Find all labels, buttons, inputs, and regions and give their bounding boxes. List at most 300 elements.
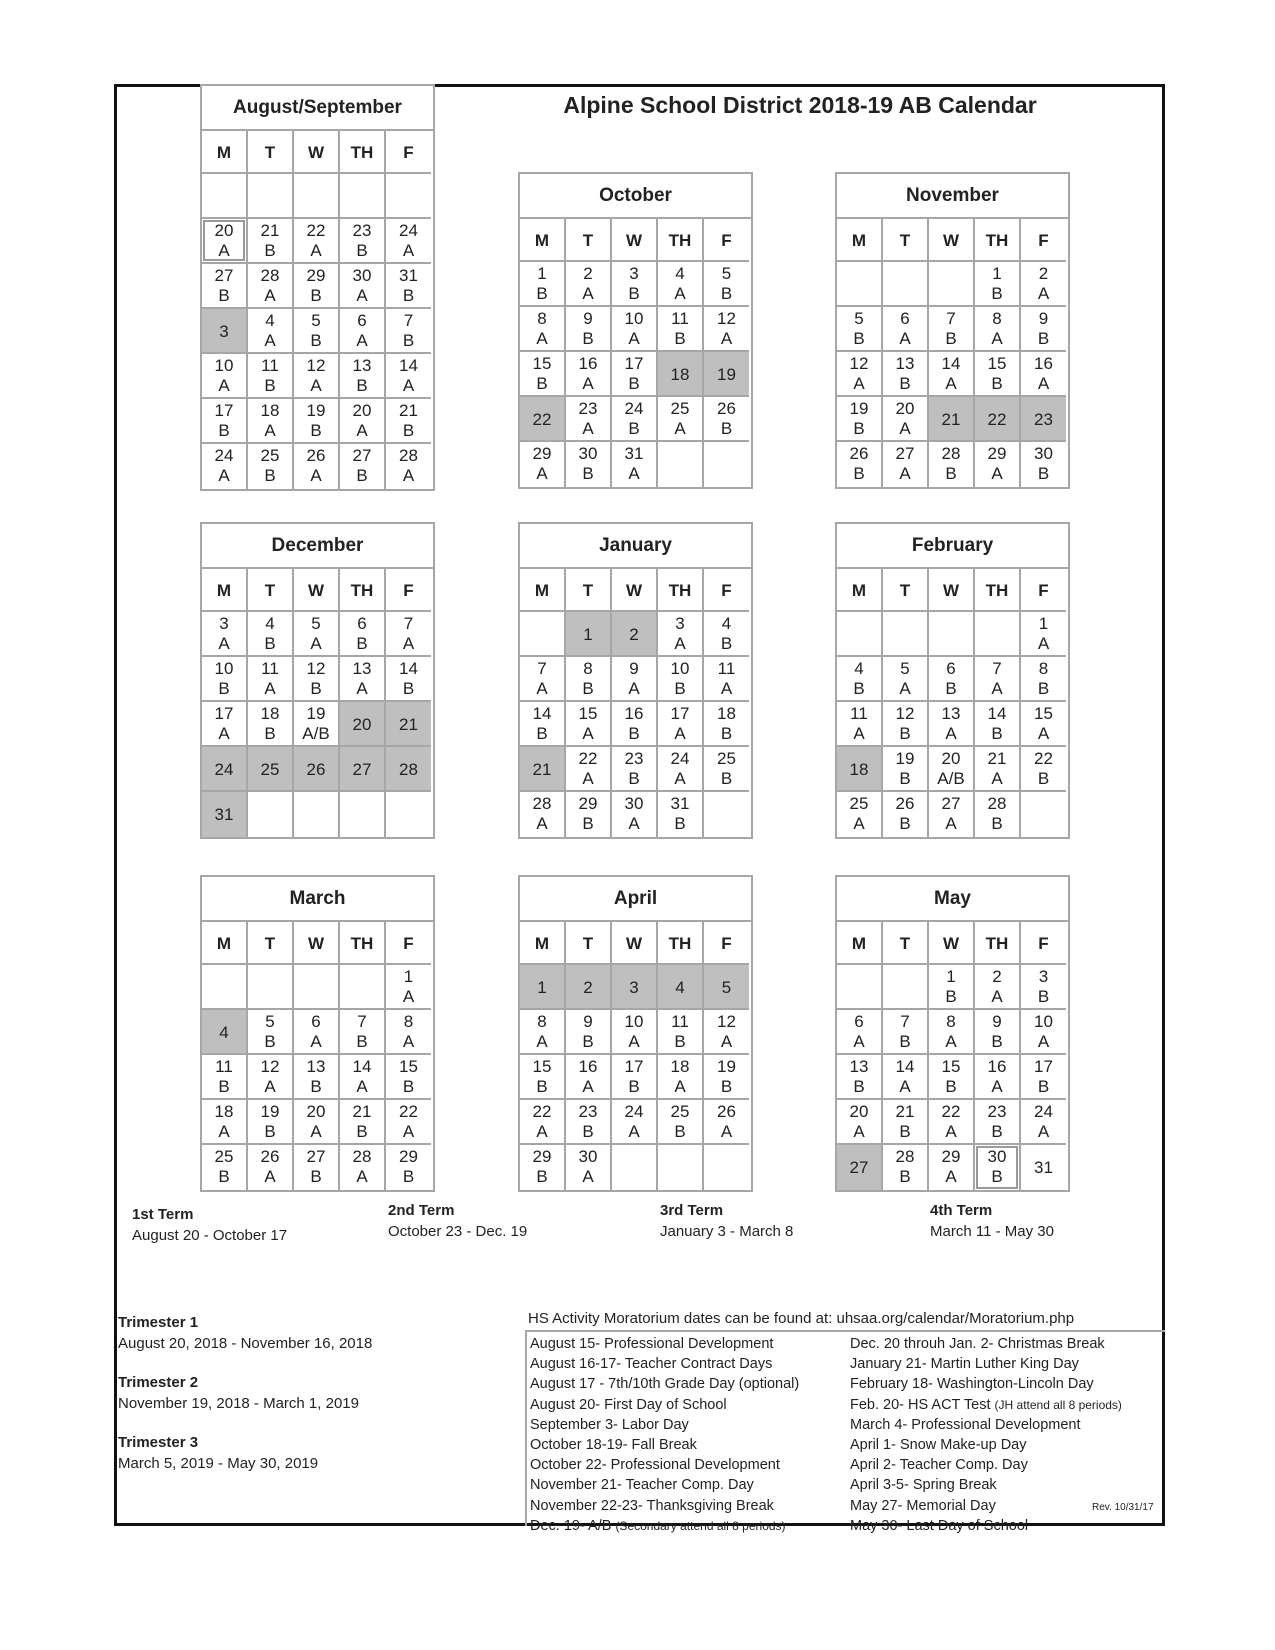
day-cell [975, 1100, 1021, 1145]
week-row [520, 442, 751, 487]
weekday-header: TH [340, 922, 386, 965]
day-number: 19 [717, 1057, 736, 1076]
empty-day-cell [294, 174, 340, 219]
day-number: 11 [671, 1012, 689, 1031]
ab-day-label: B [402, 1077, 415, 1096]
ab-day-label: A [945, 374, 957, 393]
ab-day-label: A [310, 241, 322, 260]
day-cell [340, 264, 386, 309]
ab-day-label: A [991, 329, 1003, 348]
month-december [200, 522, 435, 839]
weekday-header: W [929, 569, 975, 612]
ab-day-label: B [582, 329, 594, 348]
ab-day-label: A [536, 1122, 548, 1141]
day-cell [658, 1100, 704, 1145]
ab-day-label: B [264, 376, 276, 395]
day-number: 18 [670, 1057, 690, 1076]
day-number: 27 [352, 760, 372, 779]
day-cell [883, 1100, 929, 1145]
term-range: March 11 - May 30 [930, 1223, 1054, 1240]
ab-day-label: B [991, 374, 1003, 393]
day-cell [929, 792, 975, 837]
day-cell [658, 965, 704, 1010]
weekday-header: W [929, 219, 975, 262]
day-cell [975, 702, 1021, 747]
ab-day-label: A [310, 1122, 322, 1141]
week-row [202, 354, 433, 399]
weekday-header: F [386, 922, 431, 965]
events-right-column [850, 1334, 1122, 1536]
empty-day-cell [883, 965, 929, 1010]
day-number: 11 [215, 1057, 233, 1076]
day-number: 2 [583, 264, 593, 283]
day-cell [520, 1145, 566, 1190]
ab-day-label: A [674, 634, 686, 653]
day-number: 7 [992, 659, 1002, 678]
day-cell [340, 1145, 386, 1190]
ab-day-label: B [264, 466, 276, 485]
event-item [850, 1496, 1122, 1516]
day-cell [612, 965, 658, 1010]
day-number: 24 [214, 446, 234, 465]
week-row [202, 174, 433, 219]
day-number: 10 [1034, 1012, 1053, 1031]
weekday-header-row [520, 219, 751, 262]
trimester-range: August 20, 2018 - November 16, 2018 [118, 1335, 373, 1352]
day-number: 1 [403, 967, 414, 986]
empty-day-cell [386, 174, 431, 219]
day-number: 25 [717, 749, 736, 768]
day-number: 27 [895, 444, 915, 463]
week-row [202, 264, 433, 309]
day-number: 12 [717, 309, 736, 328]
day-cell [294, 1010, 340, 1055]
day-cell [1021, 702, 1066, 747]
event-item [850, 1435, 1122, 1455]
empty-day-cell [929, 612, 975, 657]
ab-day-label: B [991, 1032, 1003, 1051]
day-cell [975, 1010, 1021, 1055]
day-number: 25 [670, 1102, 690, 1121]
month-title: March [202, 877, 433, 922]
day-cell [929, 965, 975, 1010]
weekday-header: W [294, 569, 340, 612]
ab-day-label: A [218, 724, 230, 743]
day-cell [566, 1145, 612, 1190]
ab-day-label: B [945, 1077, 957, 1096]
day-cell [248, 747, 294, 792]
weekday-header: W [294, 131, 340, 174]
day-cell [520, 442, 566, 487]
weekday-header: W [929, 922, 975, 965]
ab-day-label: B [310, 286, 322, 305]
day-cell [704, 262, 749, 307]
week-row [520, 612, 751, 657]
ab-day-label: B [310, 679, 322, 698]
ab-day-label: A [356, 421, 368, 440]
ab-day-label: B [218, 421, 230, 440]
day-cell [975, 1055, 1021, 1100]
event-text: April 2- Teacher Comp. Day [850, 1457, 1028, 1474]
event-text: May 30- Last Day of School [850, 1517, 1029, 1534]
day-cell [1021, 1010, 1066, 1055]
day-number: 17 [1034, 1057, 1053, 1076]
month-title: December [202, 524, 433, 569]
day-cell [520, 307, 566, 352]
week-row [520, 352, 751, 397]
day-number: 23 [578, 399, 598, 418]
day-cell [566, 352, 612, 397]
empty-day-cell [837, 612, 883, 657]
day-number: 22 [987, 410, 1007, 429]
event-item [530, 1496, 799, 1516]
ab-day-label: A [264, 421, 276, 440]
day-number: 30 [352, 266, 372, 285]
day-cell [704, 397, 749, 442]
day-number: 21 [352, 1102, 372, 1121]
trimester-2 [118, 1374, 359, 1412]
weekday-header: T [566, 219, 612, 262]
ab-day-label: B [720, 724, 733, 743]
ab-day-label: A [356, 331, 368, 350]
day-cell [1021, 612, 1066, 657]
day-number: 7 [537, 659, 547, 678]
event-item [850, 1334, 1122, 1354]
month-may [835, 875, 1070, 1192]
ab-day-label: B [582, 464, 594, 483]
ab-day-label: B [264, 241, 276, 260]
event-item [530, 1415, 799, 1435]
trimester-label: Trimester 1 [118, 1314, 199, 1331]
day-cell [294, 1055, 340, 1100]
day-number: 31 [1034, 1158, 1053, 1177]
day-number: 13 [352, 659, 372, 678]
day-number: 8 [537, 1012, 547, 1031]
ab-day-label: B [1037, 1077, 1050, 1096]
weekday-header: T [883, 922, 929, 965]
day-cell [202, 792, 248, 837]
day-cell [340, 612, 386, 657]
day-number: 12 [717, 1012, 736, 1031]
week-row [837, 1100, 1068, 1145]
ab-day-label: A [264, 679, 276, 698]
day-number: 11 [261, 356, 279, 375]
ab-day-label: A [853, 1032, 865, 1051]
day-cell [294, 702, 340, 747]
day-cell [837, 397, 883, 442]
day-cell [975, 262, 1021, 307]
ab-day-label: B [1037, 464, 1050, 483]
ab-day-label: A/B [937, 769, 965, 788]
ab-day-label: A [218, 376, 230, 395]
day-number: 4 [721, 614, 732, 633]
day-number: 30 [987, 1147, 1007, 1166]
day-cell [612, 442, 658, 487]
day-number: 1 [992, 264, 1002, 283]
ab-day-label: B [536, 374, 548, 393]
day-cell [386, 1010, 431, 1055]
day-number: 4 [219, 1023, 229, 1042]
weekday-header: F [1021, 569, 1066, 612]
day-number: 31 [399, 266, 418, 285]
day-cell [612, 702, 658, 747]
day-number: 15 [399, 1057, 418, 1076]
day-cell [248, 1145, 294, 1190]
week-row [837, 657, 1068, 702]
weekday-header: T [248, 131, 294, 174]
day-number: 31 [624, 444, 644, 463]
day-number: 4 [265, 311, 275, 330]
day-cell [929, 1010, 975, 1055]
day-number: 29 [987, 444, 1007, 463]
weekday-header: M [202, 569, 248, 612]
day-number: 15 [1034, 704, 1053, 723]
day-cell [704, 1055, 749, 1100]
week-row [520, 307, 751, 352]
ab-day-label: B [899, 1167, 911, 1186]
day-cell [837, 1010, 883, 1055]
week-row [520, 965, 751, 1010]
empty-day-cell [340, 792, 386, 837]
day-number: 26 [717, 1102, 736, 1121]
weekday-header-row [202, 922, 433, 965]
weekday-header: F [704, 569, 749, 612]
day-cell [704, 612, 749, 657]
ab-day-label: A [674, 419, 686, 438]
day-cell [520, 352, 566, 397]
ab-day-label: A [628, 1122, 640, 1141]
weekday-header-row [520, 922, 751, 965]
ab-day-label: A [402, 1122, 415, 1141]
day-cell [612, 747, 658, 792]
day-cell [658, 1010, 704, 1055]
day-number: 20 [849, 1102, 869, 1121]
ab-day-label: A [582, 769, 594, 788]
event-item [530, 1334, 799, 1354]
ab-day-label: B [991, 724, 1003, 743]
ab-day-label: B [991, 1122, 1003, 1141]
empty-day-cell [520, 612, 566, 657]
day-number: 12 [260, 1057, 280, 1076]
weekday-header: F [704, 922, 749, 965]
ab-day-label: B [582, 814, 594, 833]
ab-day-label: B [356, 1032, 368, 1051]
day-cell [340, 747, 386, 792]
day-number: 26 [260, 1147, 280, 1166]
day-cell [202, 309, 248, 354]
ab-day-label: B [356, 634, 368, 653]
empty-day-cell [202, 965, 248, 1010]
week-row [837, 702, 1068, 747]
day-cell [566, 657, 612, 702]
day-cell [837, 657, 883, 702]
day-cell [566, 1010, 612, 1055]
day-cell [612, 792, 658, 837]
day-cell [248, 309, 294, 354]
ab-day-label: A [264, 1167, 276, 1186]
ab-day-label: B [264, 1032, 276, 1051]
ab-day-label: B [674, 1032, 686, 1051]
weekday-header: M [520, 219, 566, 262]
ab-day-label: A [218, 241, 230, 260]
term-2 [388, 1202, 527, 1240]
day-cell [340, 1055, 386, 1100]
empty-day-cell [658, 442, 704, 487]
ab-day-label: A [582, 1167, 594, 1186]
ab-day-label: A [674, 284, 686, 303]
day-cell [566, 792, 612, 837]
day-cell [386, 219, 431, 264]
day-number: 1 [946, 967, 956, 986]
day-cell [248, 702, 294, 747]
day-number: 3 [1038, 967, 1049, 986]
weekday-header-row [202, 569, 433, 612]
empty-day-cell [386, 792, 431, 837]
week-row [837, 262, 1068, 307]
day-cell [294, 1100, 340, 1145]
day-number: 19 [717, 365, 736, 384]
day-cell [294, 612, 340, 657]
trimester-1 [118, 1314, 372, 1352]
day-number: 21 [987, 749, 1007, 768]
ab-day-label: B [310, 421, 322, 440]
event-item [850, 1475, 1122, 1495]
empty-day-cell [612, 1145, 658, 1190]
empty-day-cell [658, 1145, 704, 1190]
ab-day-label: B [402, 679, 415, 698]
month-title: April [520, 877, 751, 922]
ab-day-label: A [945, 1032, 957, 1051]
ab-day-label: A [720, 329, 733, 348]
week-row [520, 702, 751, 747]
day-cell [248, 1100, 294, 1145]
ab-day-label: A [536, 1032, 548, 1051]
day-cell [340, 309, 386, 354]
day-cell [566, 397, 612, 442]
day-number: 3 [629, 978, 639, 997]
day-number: 29 [941, 1147, 961, 1166]
day-number: 5 [311, 614, 321, 633]
day-number: 20 [306, 1102, 326, 1121]
week-row [202, 747, 433, 792]
day-cell [386, 965, 431, 1010]
day-cell [612, 397, 658, 442]
day-cell [975, 352, 1021, 397]
weekday-header: F [1021, 922, 1066, 965]
empty-day-cell [883, 262, 929, 307]
day-cell [566, 965, 612, 1010]
day-number: 14 [895, 1057, 915, 1076]
day-cell [248, 612, 294, 657]
event-item [850, 1354, 1122, 1374]
day-number: 23 [578, 1102, 598, 1121]
day-cell [658, 792, 704, 837]
day-number: 11 [850, 704, 868, 723]
day-number: 10 [214, 356, 234, 375]
day-cell [1021, 307, 1066, 352]
event-item [530, 1455, 799, 1475]
ab-day-label: B [218, 1077, 230, 1096]
day-cell [294, 444, 340, 489]
day-number: 2 [992, 967, 1002, 986]
day-cell [248, 657, 294, 702]
day-cell [658, 397, 704, 442]
day-number: 14 [941, 354, 961, 373]
ab-day-label: A [674, 1077, 686, 1096]
day-number: 16 [578, 354, 598, 373]
day-cell [248, 264, 294, 309]
day-number: 11 [261, 659, 279, 678]
month-january [518, 522, 753, 839]
day-cell [929, 352, 975, 397]
term-range: January 3 - March 8 [660, 1223, 794, 1240]
day-number: 9 [583, 309, 593, 328]
ab-day-label: A [310, 466, 322, 485]
day-number: 22 [306, 221, 326, 240]
ab-day-label: B [310, 331, 322, 350]
ab-day-label: A [899, 679, 911, 698]
day-cell [612, 657, 658, 702]
day-number: 30 [578, 444, 598, 463]
day-number: 13 [849, 1057, 869, 1076]
page-title: Alpine School District 2018-19 AB Calendar [563, 92, 1037, 118]
day-cell [340, 657, 386, 702]
day-cell [837, 702, 883, 747]
day-number: 28 [987, 794, 1007, 813]
day-cell [704, 702, 749, 747]
day-number: 25 [260, 760, 280, 779]
day-number: 11 [671, 309, 689, 328]
term-label: 3rd Term [660, 1202, 724, 1219]
day-number: 4 [675, 264, 685, 283]
weekday-header: F [386, 131, 431, 174]
ab-day-label: B [674, 814, 686, 833]
ab-day-label: A [310, 1032, 322, 1051]
day-number: 9 [1038, 309, 1049, 328]
ab-day-label: A [899, 1077, 911, 1096]
day-cell [837, 747, 883, 792]
term-1 [132, 1206, 287, 1244]
empty-day-cell [1021, 792, 1066, 837]
empty-day-cell [248, 965, 294, 1010]
ab-day-label: B [310, 1077, 322, 1096]
day-cell [386, 399, 431, 444]
day-number: 5 [265, 1012, 275, 1031]
month-august-september [200, 84, 435, 491]
event-text: Dec. 19- A/B [530, 1517, 616, 1534]
day-cell [202, 747, 248, 792]
day-number: 18 [260, 704, 280, 723]
ab-day-label: B [899, 1032, 911, 1051]
ab-day-label: A [356, 1167, 368, 1186]
empty-day-cell [248, 792, 294, 837]
day-cell [883, 702, 929, 747]
ab-day-label: A [991, 1077, 1003, 1096]
day-cell [566, 442, 612, 487]
ab-day-label: A [218, 1122, 230, 1141]
day-number: 4 [854, 659, 864, 678]
day-cell [294, 657, 340, 702]
week-row [837, 792, 1068, 837]
day-number: 7 [403, 311, 414, 330]
ab-day-label: B [674, 1122, 686, 1141]
day-cell [202, 399, 248, 444]
ab-day-label: A [264, 1077, 276, 1096]
weekday-header: M [520, 922, 566, 965]
week-row [837, 352, 1068, 397]
day-cell [837, 352, 883, 397]
day-number: 1 [537, 264, 547, 283]
